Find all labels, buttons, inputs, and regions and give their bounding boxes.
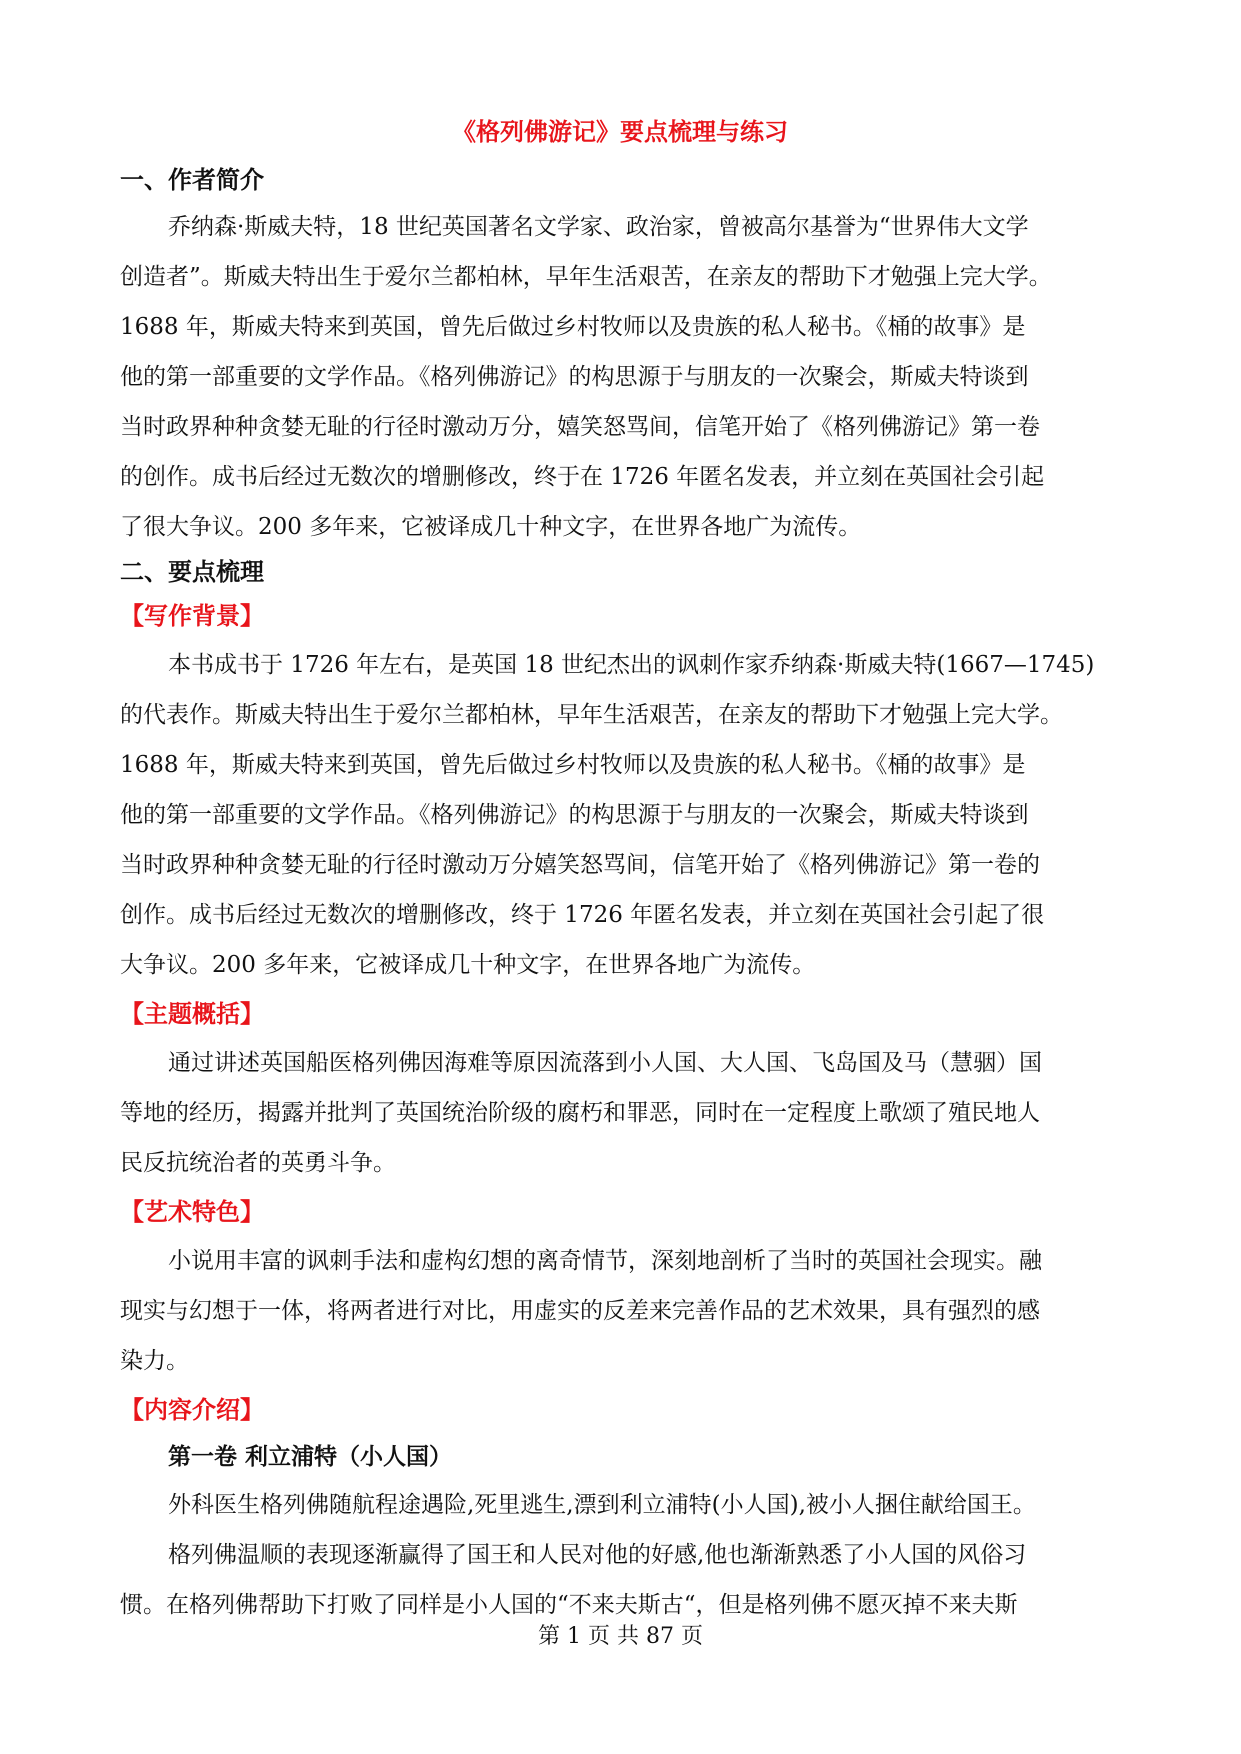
- text-line: 惯。在格列佛帮助下打败了同样是小人国的“不来夫斯古“，但是格列佛不愿灭掉不来夫斯: [120, 1592, 1018, 1618]
- document-title: 《格列佛游记》要点梳理与练习: [452, 118, 788, 146]
- text-line: 通过讲述英国船医格列佛因海难等原因流落到小人国、大人国、飞岛国及马（慧骃）国: [168, 1050, 1042, 1076]
- text-line: 民反抗统治者的英勇斗争。: [120, 1150, 396, 1176]
- background-paragraph: [120, 640, 1120, 990]
- text-line: 现实与幻想于一体，将两者进行对比，用虚实的反差来完善作品的艺术效果，具有强烈的感: [120, 1298, 1040, 1324]
- text-line: 他的第一部重要的文学作品。《格列佛游记》的构思源于与朋友的一次聚会，斯威夫特谈到: [120, 364, 1029, 390]
- label-art-features: 【艺术特色】: [120, 1198, 264, 1226]
- volume-1-title: 第一卷 利立浦特（小人国）: [168, 1444, 453, 1470]
- label-content: 【内容介绍】: [120, 1396, 264, 1424]
- art-paragraph: [120, 1236, 1120, 1386]
- text-line: 染力。: [120, 1348, 189, 1374]
- text-line: 等地的经历，揭露并批判了英国统治阶级的腐朽和罪恶，同时在一定程度上歌颂了殖民地人: [120, 1100, 1040, 1126]
- label-theme: 【主题概括】: [120, 1000, 264, 1028]
- text-line: 创作。成书后经过无数次的增删修改，终于 1726 年匿名发表，并立刻在英国社会引起了很: [120, 902, 1045, 928]
- section-heading-author: 一、作者简介: [120, 166, 264, 194]
- section-heading-key-points: 二、要点梳理: [120, 558, 264, 586]
- text-line: 他的第一部重要的文学作品。《格列佛游记》的构思源于与朋友的一次聚会，斯威夫特谈到: [120, 802, 1029, 828]
- text-line: 当时政界种种贪婪无耻的行径时激动万分，嬉笑怒骂间，信笔开始了《格列佛游记》第一卷: [120, 414, 1040, 440]
- text-line: 外科医生格列佛随航程途遇险,死里逃生,漂到利立浦特(小人国),被小人捆住献给国王。: [168, 1492, 1036, 1518]
- text-line: 本书成书于 1726 年左右，是英国 18 世纪杰出的讽刺作家乔纳森·斯威夫特(1667—1745): [168, 652, 1095, 678]
- text-line: 当时政界种种贪婪无耻的行径时激动万分嬉笑怒骂间，信笔开始了《格列佛游记》第一卷的: [120, 852, 1040, 878]
- document-page: [120, 112, 1120, 1630]
- text-line: 1688 年，斯威夫特来到英国，曾先后做过乡村牧师以及贵族的私人秘书。《桶的故事》是: [120, 314, 1026, 340]
- label-background: 【写作背景】: [120, 602, 264, 630]
- volume-1-paragraph-1: [120, 1480, 1120, 1530]
- text-line: 格列佛温顺的表现逐渐赢得了国王和人民对他的好感,他也渐渐熟悉了小人国的风俗习: [168, 1542, 1027, 1568]
- text-line: 大争议。200 多年来，它被译成几十种文字，在世界各地广为流传。: [120, 952, 816, 978]
- text-line: 的代表作。斯威夫特出生于爱尔兰都柏林，早年生活艰苦，在亲友的帮助下才勉强上完大学。: [120, 702, 1063, 728]
- text-line: 乔纳森·斯威夫特，18 世纪英国著名文学家、政治家，曾被高尔基誉为“世界伟大文学: [168, 214, 1029, 240]
- author-paragraph: [120, 202, 1120, 552]
- text-line: 的创作。成书后经过无数次的增删修改，终于在 1726 年匿名发表，并立刻在英国社会引起: [120, 464, 1045, 490]
- page-footer: 第 1 页 共 87 页: [538, 1624, 703, 1649]
- text-line: 1688 年，斯威夫特来到英国，曾先后做过乡村牧师以及贵族的私人秘书。《桶的故事》是: [120, 752, 1026, 778]
- volume-1-paragraph-2: [120, 1530, 1120, 1630]
- text-line: 了很大争议。200 多年来，它被译成几十种文字，在世界各地广为流传。: [120, 514, 862, 540]
- theme-paragraph: [120, 1038, 1120, 1188]
- text-line: 创造者”。斯威夫特出生于爱尔兰都柏林，早年生活艰苦，在亲友的帮助下才勉强上完大学。: [120, 264, 1052, 290]
- text-line: 小说用丰富的讽刺手法和虚构幻想的离奇情节，深刻地剖析了当时的英国社会现实。融: [168, 1248, 1042, 1274]
